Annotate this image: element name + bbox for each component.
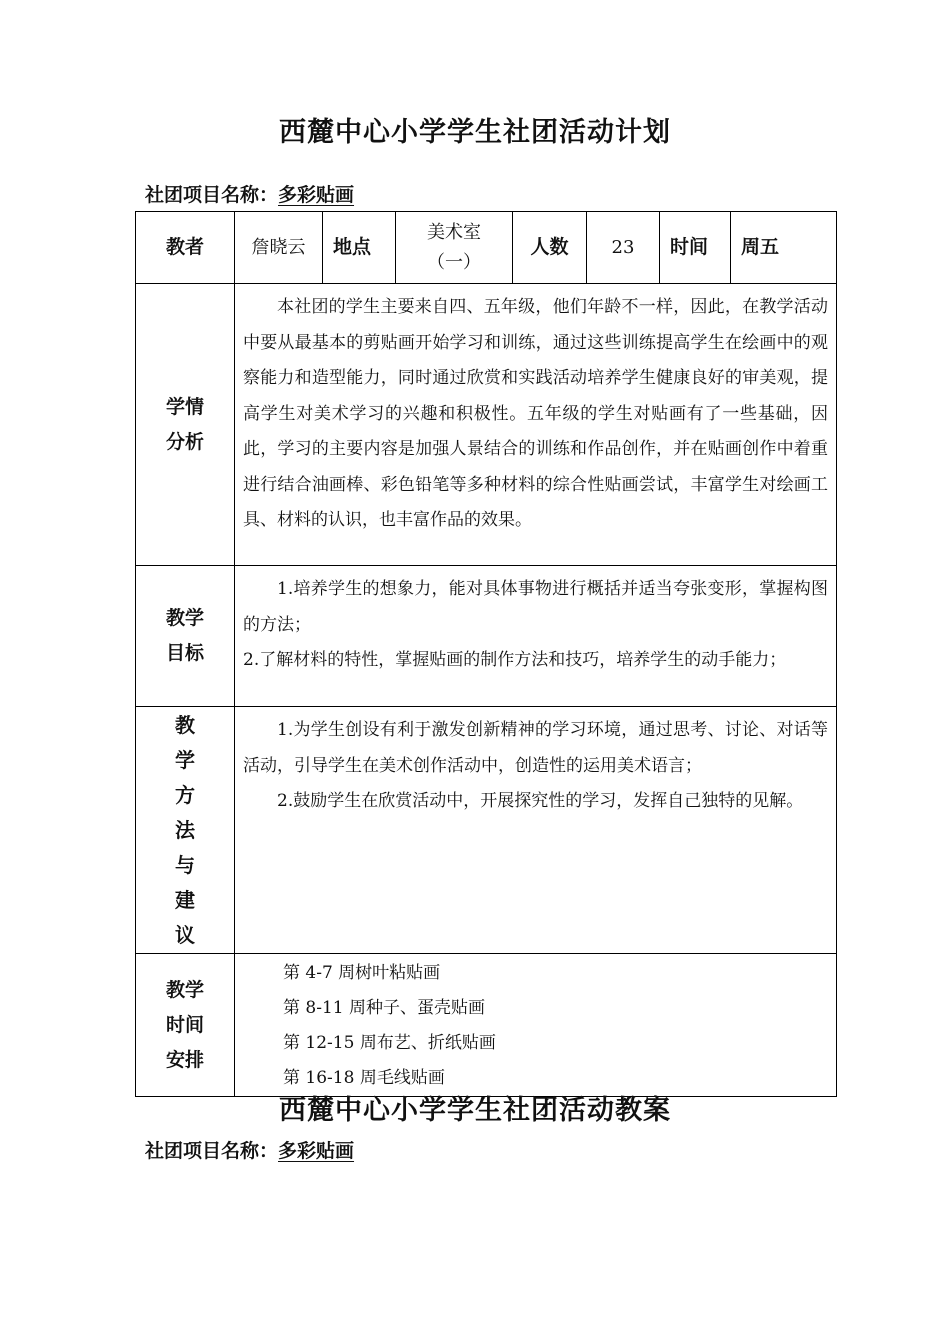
methods-label (136, 707, 235, 954)
count-label: 人数 (513, 212, 587, 284)
methods-label-char: 建 (175, 887, 195, 912)
location-line2: （一） (427, 251, 481, 273)
analysis-cell (235, 284, 837, 566)
methods-cell (235, 707, 837, 954)
analysis-label-line2: 分析 (165, 430, 204, 453)
count-value: 23 (587, 212, 660, 284)
analysis-label (136, 284, 235, 566)
goals-cell (235, 566, 837, 707)
methods-label-char: 方 (175, 782, 195, 807)
schedule-label-line2: 时间 (165, 1013, 204, 1036)
plan-title: 西麓中心小学学生社团活动计划 (279, 117, 671, 148)
goals-row (136, 566, 837, 707)
club-name: 多彩贴画 (278, 184, 355, 206)
location-line1: 美术室 (427, 221, 481, 243)
goals-label-line2: 目标 (165, 642, 204, 664)
lesson-title: 西麓中心小学学生社团活动教案 (279, 1095, 671, 1126)
goals-label-line1: 教学 (165, 607, 204, 629)
methods-label-char: 法 (175, 817, 195, 842)
schedule-label-line3: 安排 (165, 1048, 204, 1071)
time-value: 周五 (731, 212, 837, 284)
teacher-label: 教者 (136, 212, 235, 284)
schedule-item: 第 16-18 周毛线贴画 (283, 1068, 445, 1088)
lesson-club-line (145, 1136, 354, 1163)
teacher-value: 詹晓云 (235, 212, 323, 284)
analysis-row (136, 284, 837, 566)
schedule-item: 第 4-7 周树叶粘贴画 (283, 963, 441, 983)
location-value (396, 212, 513, 284)
schedule-item: 第 8-11 周种子、蛋壳贴画 (283, 998, 485, 1018)
club-name: 多彩贴画 (278, 1140, 355, 1162)
time-label: 时间 (660, 212, 731, 284)
schedule-item: 第 12-15 周布艺、折纸贴画 (283, 1033, 496, 1053)
schedule-label-line1: 教学 (165, 978, 204, 1001)
header-row (136, 212, 837, 284)
club-label: 社团项目名称： (145, 1140, 279, 1162)
method-item-1: 1.为学生创设有利于激发创新精神的学习环境，通过思考、讨论、对话等活动，引导学生在美术创作活动中，创造性的运用美术语言； (243, 720, 828, 776)
plan-club-line (145, 180, 354, 207)
plan-table (135, 211, 837, 1097)
schedule-cell (235, 954, 837, 1097)
club-label: 社团项目名称： (145, 184, 279, 206)
methods-label-char: 学 (175, 747, 195, 772)
methods-label-char: 与 (175, 852, 195, 877)
method-item-2: 2.鼓励学生在欣赏活动中，开展探究性的学习，发挥自己独特的见解。 (277, 791, 804, 811)
goals-label (136, 566, 235, 707)
methods-row (136, 707, 837, 954)
schedule-label (136, 954, 235, 1097)
methods-label-char: 议 (175, 922, 195, 947)
location-label: 地点 (323, 212, 396, 284)
goal-item-2: 2.了解材料的特性，掌握贴画的制作方法和技巧，培养学生的动手能力； (243, 650, 787, 670)
goal-item-1: 1.培养学生的想象力，能对具体事物进行概括并适当夸张变形，掌握构图的方法； (243, 579, 828, 635)
analysis-label-line1: 学情 (165, 395, 204, 418)
analysis-text: 本社团的学生主要来自四、五年级，他们年龄不一样，因此，在教学活动中要从最基本的剪贴画开始学习和训练，通过这些训练提高学生在绘画中的观察能力和造型能力，同时通过欣赏和实践活动培养学生健康良好的审美观，提高学生对美术学习的兴趣和积极性。五年级的学生对贴画有了一些基础，因此，学习的主要内容是加强人景结合的训练和作品创作，并在贴画创作中着重进行结合油画棒、彩色铅笔等多种材料的综合性贴画尝试，丰富学生对绘画工具、材料的认识，也丰富作品的效果。 (243, 297, 828, 530)
methods-label-char: 教 (175, 712, 195, 737)
schedule-row (136, 954, 837, 1097)
